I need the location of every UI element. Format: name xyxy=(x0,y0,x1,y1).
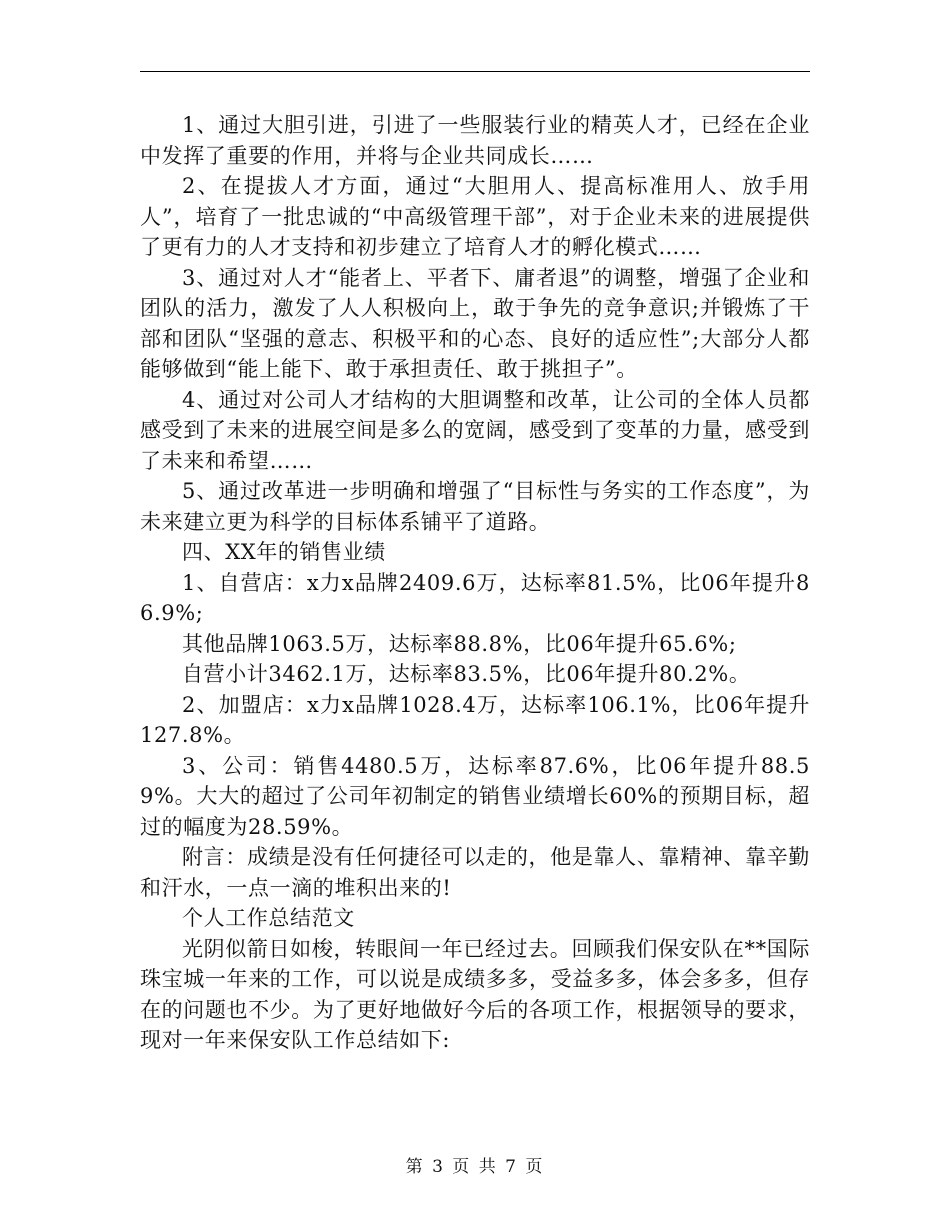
paragraph: 3、通过对人才“能者上、平者下、庸者退”的调整，增强了企业和团队的活力，激发了人人积极向上，敢于争先的竞争意识;并锻炼了干部和团队“坚强的意志、积极平和的心态、良好的适应性”;大部分人都能够做到“能上能下、敢于承担责任、敢于挑担子”。 xyxy=(140,265,810,381)
page-number: 第 3 页 共 7 页 xyxy=(405,1157,545,1177)
paragraph: 自营小计3462.1万，达标率83.5%，比06年提升80.2%。 xyxy=(182,662,751,686)
paragraph: 光阴似箭日如梭，转眼间一年已经过去。回顾我们保安队在**国际珠宝城一年来的工作，可以说是成绩多多，受益多多，体会多多，但存在的问题也不少。为了更好地做好今后的各项工作，根据领导的要求，现对一年来保安队工作总结如下: xyxy=(140,936,810,1052)
document-body xyxy=(140,110,810,1056)
section-heading: 个人工作总结范文 xyxy=(182,906,355,930)
paragraph: 4、通过对公司人才结构的大胆调整和改革，让公司的全体人员都感受到了未来的进展空间是多么的宽阔，感受到了变革的力量，感受到了未来和希望…… xyxy=(140,387,810,473)
paragraph: 其他品牌1063.5万，达标率88.8%，比06年提升65.6%; xyxy=(182,631,737,656)
paragraph: 1、通过大胆引进，引进了一些服装行业的精英人才，已经在企业中发挥了重要的作用，并将与企业共同成长…… xyxy=(140,113,810,168)
paragraph: 1、自营店：x力x品牌2409.6万，达标率81.5%，比06年提升86.9%; xyxy=(140,570,810,625)
paragraph: 5、通过改革进一步明确和增强了“目标性与务实的工作态度”，为未来建立更为科学的目标体系铺平了道路。 xyxy=(140,479,810,534)
section-heading: 四、XX年的销售业绩 xyxy=(182,540,386,564)
paragraph: 2、在提拔人才方面，通过“大胆用人、提高标准用人、放手用人”，培育了一批忠诚的“中高级管理干部”，对于企业未来的进展提供了更有力的人才支持和初步建立了培育人才的孵化模式…… xyxy=(140,174,810,259)
paragraph: 附言：成绩是没有任何捷径可以走的，他是靠人、靠精神、靠辛勤和汗水，一点一滴的堆积出来的! xyxy=(140,845,810,900)
header-rule xyxy=(140,71,810,72)
paragraph: 2、加盟店：x力x品牌1028.4万，达标率106.1%，比06年提升127.8%。 xyxy=(140,692,810,747)
paragraph: 3、公司：销售4480.5万，达标率87.6%，比06年提升88.59%。大大的超过了公司年初制定的销售业绩增长60%的预期目标，超过的幅度为28.59%。 xyxy=(140,753,810,839)
